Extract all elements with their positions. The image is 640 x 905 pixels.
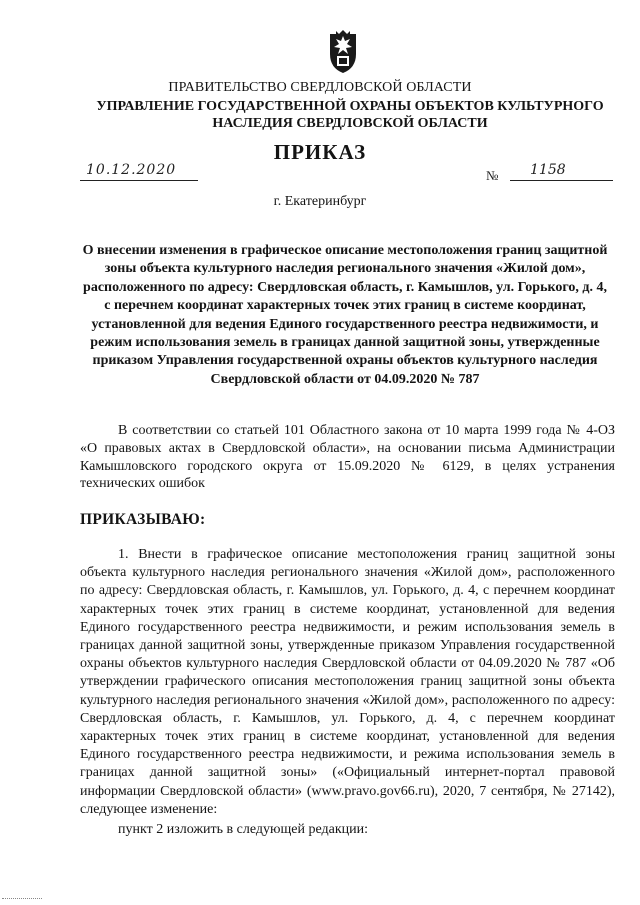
city-line: г. Екатеринбург [273, 194, 367, 209]
order-number: 1158 [530, 162, 566, 178]
order-date-field [80, 163, 198, 181]
item-1-subparagraph: пункт 2 изложить в следующей редакции: [118, 822, 368, 837]
preamble-paragraph: В соответствии со статьей 101 Областного закона от 10 марта 1999 года № 4-ОЗ «О правовых актах в Свердловской области», на основании письма Администрации Камышловского городского округа от 15.09.2020 № 6129, в целях устранения технических ошибок [80, 423, 615, 492]
order-date: 10.12.2020 [86, 162, 177, 178]
decree-word: ПРИКАЗЫВАЮ: [80, 511, 206, 528]
government-name: ПРАВИТЕЛЬСТВО СВЕРДЛОВСКОЙ ОБЛАСТИ [168, 80, 472, 95]
document-type-title: ПРИКАЗ [273, 140, 367, 164]
order-number-field [510, 163, 613, 181]
department-name: УПРАВЛЕНИЕ ГОСУДАРСТВЕННОЙ ОХРАНЫ ОБЪЕКТОВ КУЛЬТУРНОГО НАСЛЕДИЯ СВЕРДЛОВСКОЙ ОБЛАСТИ [96, 99, 604, 131]
scan-artifact [2, 898, 42, 902]
order-number-label: № [486, 168, 499, 183]
item-1-paragraph: 1. Внести в графическое описание местоположения границ защитной зоны объекта культурного наследия регионального значения «Жилой дом», расположенного по адресу: Свердловская область, г. Камышлов, ул. Горького, д. 4, с перечнем координат характерных точек этих границ в системе координат, установленной для ведения Единого государственного реестра недвижимости, и режим использования земель в границах данной защитной зоны, утвержденные приказом Управления государственной охраны объектов культурного наследия Свердловской области от 04.09.2020 № 787 «Об утверждении графического описания местоположения границ защитной зоны объекта культурного наследия регионального значения «Жилой дом», расположенного по адресу: Свердловская область, г. Камышлов, ул. Горького, д. 4, с перечнем координат характерных точек этих границ в системе координат, установленной для ведения Единого государственного реестра недвижимости, и режима использования земель в границах данной защитной зоны» («Официальный интернет-портал правовой информации Свердловской области» (www.pravo.gov66.ru), 2020, 7 сентября, № 27142), следующее изменение: [80, 547, 615, 817]
coat-of-arms-emblem [327, 30, 359, 74]
order-heading: О внесении изменения в графическое описание местоположения границ защитной зоны объекта культурного наследия регионального значения «Жилой дом», расположенного по адресу: Свердловская область, г. Камышлов, ул. Горького, д. 4, с перечнем координат характерных точек этих границ в системе координат, установленной для ведения Единого государственного реестра недвижимости, и режим использования земель в границах данной защитной зоны, утвержденные приказом Управления государственной охраны объектов культурного наследия Свердловской области от 04.09.2020 № 787 [82, 243, 608, 387]
